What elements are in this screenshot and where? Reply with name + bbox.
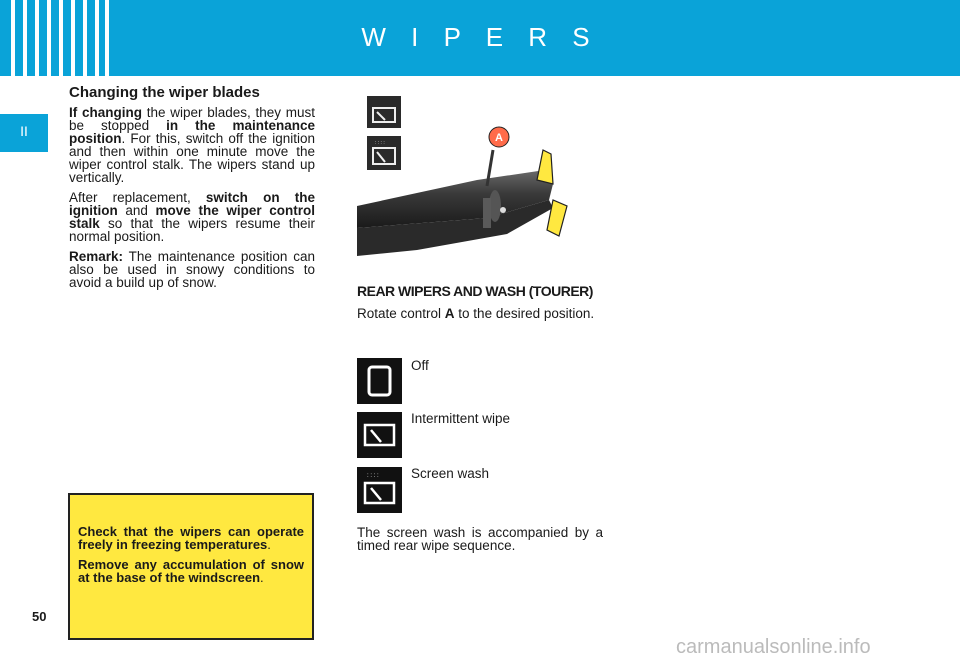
paragraph-1 [69,106,315,184]
footer-text [357,526,603,552]
note-line-2 [78,558,304,584]
text: Remove any accumulation of snow at the base of the windscreen [78,557,304,585]
text: the wiper blades, they must be stopped [69,105,315,133]
page-header [0,0,960,76]
control-a-label: A [495,132,503,144]
text: so that the wipers resume their normal position. [69,216,315,244]
text: Check that the wipers can operate freely in freezing temperatures [78,524,304,552]
intro-text [357,307,603,320]
text: . [260,570,264,585]
mode-label-off: Off [411,358,429,373]
rear-wipers-heading: REAR WIPERS AND WASH (TOURER) [357,283,593,299]
wiper-stalk-illustration [357,88,607,258]
text: After replacement, [69,190,206,205]
bold-text: in the maintenance position [69,118,315,146]
text: The screen wash is accompanied by a timed rear wipe sequence. [357,525,603,553]
mode-label-intermittent: Intermittent wipe [411,411,511,426]
watermark: carmanualsonline.info [676,636,871,658]
page-number: 50 [32,609,47,624]
off-icon [357,358,402,404]
text: . [267,537,271,552]
text: The maintenance position can also be used in snowy conditions to avoid a build up of snow. [69,249,315,290]
bold-text: switch on the ignition [69,190,315,218]
arrow-up-icon [537,150,553,184]
text: Rotate control [357,306,445,321]
bold-text: A [444,306,455,321]
wash-icon [357,467,402,513]
bold-text: Remark: [69,249,124,264]
bold-text: If changing [69,105,142,120]
wipe-icon [357,412,402,458]
mode-label-screen-wash: Screen wash [411,466,490,481]
page-title: W I P E R S [361,22,599,52]
note-line-1 [78,525,304,551]
warning-note [68,493,314,640]
left-column [69,86,315,296]
paragraph-3 [69,250,315,289]
svg-text:: : : :: : : : : [367,473,379,479]
right-column [357,284,603,320]
chapter-tab: II [0,114,48,152]
text: to the desired position. [454,306,595,321]
paragraph-2 [69,191,315,243]
svg-text:: : : :: : : : : [375,140,385,146]
text: . For this, switch off the ignition and then within one minute move the wiper control stalk. The wipers stand up vertically. [69,131,315,185]
text: and [117,203,156,218]
bold-text: move the wiper control stalk [69,203,315,231]
section-heading: Changing the wiper blades [69,84,260,101]
